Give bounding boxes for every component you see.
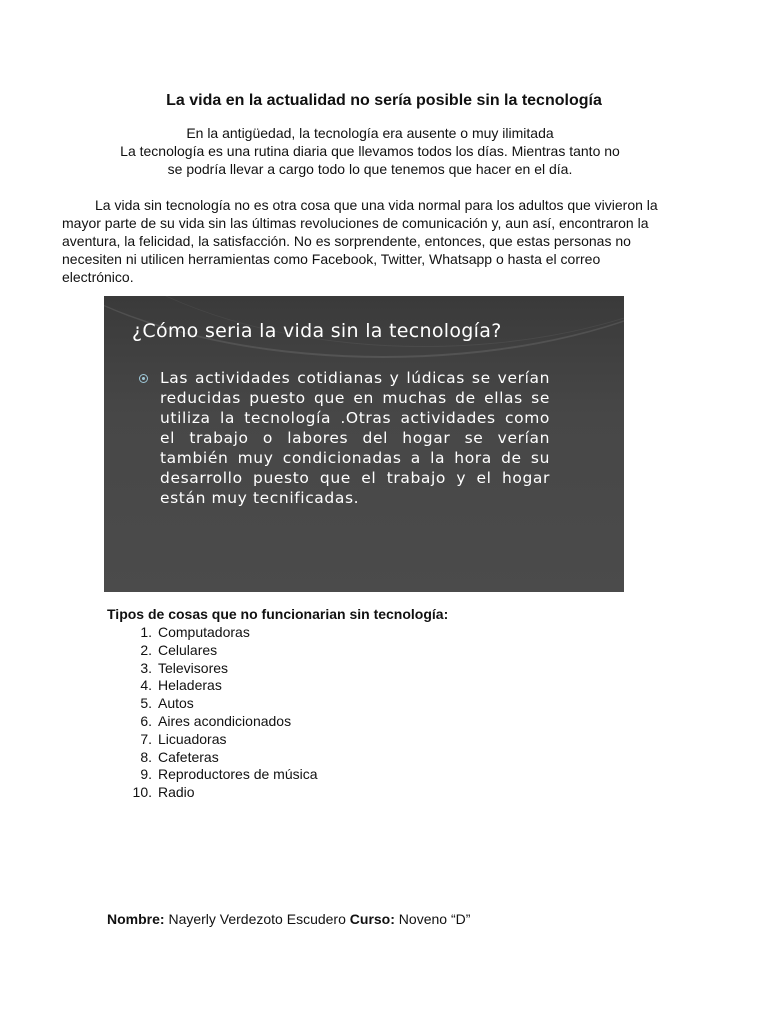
list-item [107, 660, 318, 678]
list-item-text: Cafeteras [158, 748, 219, 765]
list-item-text: Autos [158, 695, 194, 712]
types-list [107, 624, 318, 802]
list-item-number: 5. [140, 695, 152, 712]
list-item [107, 642, 318, 660]
slide-title: ¿Cómo seria la vida sin la tecnología? [132, 320, 502, 342]
list-item-number: 4. [140, 677, 152, 694]
list-item [107, 695, 318, 713]
list-item [107, 784, 318, 802]
circle-bullet-icon [139, 374, 148, 383]
slide-bullet-text: Las actividades cotidianas y lúdicas se verían reducidas puesto que en muchas de ellas se utiliza la tecnología .Otras actividades como el trabajo o labores del hogar se verían también muy condicionadas a la hora de su desarrollo puesto que el trabajo y el hogar están muy tecnificadas. [160, 369, 550, 507]
types-heading: Tipos de cosas que no funcionarian sin tecnología: [107, 606, 449, 622]
list-item [107, 713, 318, 731]
slide-image [104, 296, 624, 592]
course-value: Noveno “D” [398, 911, 471, 927]
list-item-number: 1. [140, 624, 152, 640]
name-value: Nayerly Verdezoto Escudero [168, 911, 346, 927]
intro-line: La tecnología es una rutina diaria que llevamos todos los días. Mientras tanto no [120, 143, 620, 159]
footer-credits [107, 911, 470, 927]
list-item-number: 8. [140, 748, 152, 765]
list-item-text: Computadoras [158, 624, 250, 640]
intro-block [60, 124, 680, 178]
document-title: La vida en la actualidad no sería posible sin la tecnología [166, 92, 602, 109]
list-item-number: 9. [140, 766, 152, 783]
list-item-number: 2. [140, 641, 152, 658]
intro-line: En la antigüedad, la tecnología era ausente o muy ilimitada [186, 125, 554, 141]
list-item-text: Aires acondicionados [158, 712, 292, 729]
list-item [107, 766, 318, 784]
list-item-text: Radio [158, 784, 195, 801]
list-item [107, 731, 318, 749]
list-item-text: Reproductores de música [158, 766, 318, 783]
list-item-text: Televisores [158, 659, 229, 676]
list-item [107, 677, 318, 695]
list-item-text: Celulares [158, 641, 218, 658]
list-item-number: 6. [140, 712, 152, 729]
list-item [107, 749, 318, 767]
list-item-number: 7. [140, 730, 152, 747]
list-item-text: Licuadoras [158, 730, 227, 747]
list-item-number: 10. [132, 784, 152, 801]
body-paragraph: La vida sin tecnología no es otra cosa que una vida normal para los adultos que vivieron la mayor parte de su vida sin las últimas revoluciones de comunicación y, aun así, encontraron la aventura, la felicidad, la satisfacción. No es sorprendente, entonces, que estas personas no necesiten ni utilicen herramientas como Facebook, Twitter, Whatsapp o hasta el correo electrónico. [62, 197, 658, 285]
course-label: Curso: [349, 911, 395, 927]
list-item-text: Heladeras [158, 677, 222, 694]
list-item-number: 3. [140, 659, 152, 676]
name-label: Nombre: [107, 911, 165, 927]
intro-line: se podría llevar a cargo todo lo que tenemos que hacer en el día. [167, 161, 573, 177]
list-item [107, 624, 318, 642]
